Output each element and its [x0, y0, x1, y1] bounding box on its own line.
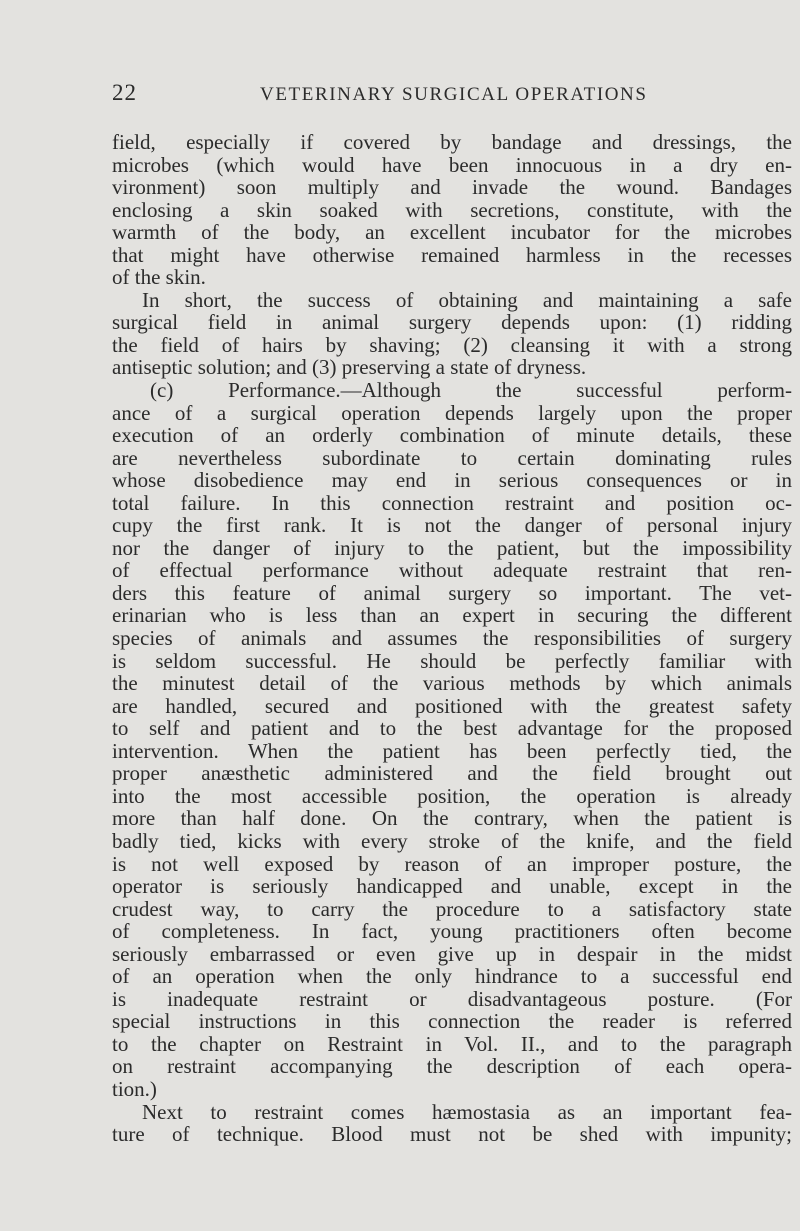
text-line: ture of technique. Blood must not be shed with impunity; [112, 1122, 792, 1147]
text-line: more than half done. On the contrary, when the patient is [112, 806, 792, 831]
text-line: crudest way, to carry the procedure to a satisfactory state [112, 896, 792, 921]
text-line: total failure. In this connection restraint and position oc- [112, 490, 792, 515]
text-line: intervention. When the patient has been perfectly tied, the [112, 738, 792, 763]
text-line: ders this feature of animal surgery so important. The vet- [112, 580, 792, 605]
section-heading-line: (c) Performance.—Although the successful perform- [150, 378, 792, 403]
text-line: of the skin. [112, 265, 206, 290]
text-line: operator is seriously handicapped and unable, except in the [112, 874, 792, 899]
text-line: badly tied, kicks with every stroke of the knife, and the field [112, 828, 792, 853]
text-line: tion.) [112, 1076, 157, 1101]
paragraph-start-line: In short, the success of obtaining and maintaining a safe [142, 287, 792, 312]
text-line: is seldom successful. He should be perfectly familiar with [112, 648, 792, 673]
text-line: are handled, secured and positioned with the greatest safety [112, 693, 792, 718]
text-line: nor the danger of injury to the patient, but the impossibility [112, 535, 792, 560]
text-line: into the most accessible position, the operation is already [112, 783, 792, 808]
body-text [112, 131, 792, 1146]
text-line: ance of a surgical operation depends largely upon the proper [112, 400, 792, 425]
text-line: seriously embarrassed or even give up in despair in the midst [112, 941, 792, 966]
text-line: proper anæsthetic administered and the field brought out [112, 761, 792, 786]
text-line: is inadequate restraint or disadvantageous posture. (For [112, 986, 792, 1011]
text-line: field, especially if covered by bandage and dressings, the [112, 130, 792, 154]
text-line: whose disobedience may end in serious consequences or in [112, 468, 792, 493]
text-line: of completeness. In fact, young practitioners often become [112, 919, 792, 944]
text-line: warmth of the body, an excellent incubator for the microbes [112, 220, 792, 245]
text-line: is not well exposed by reason of an improper posture, the [112, 851, 792, 876]
text-line: execution of an orderly combination of minute details, these [112, 423, 792, 448]
text-line: on restraint accompanying the description of each opera- [112, 1054, 792, 1079]
text-line: vironment) soon multiply and invade the wound. Bandages [112, 175, 792, 200]
page-number: 22 [112, 80, 137, 105]
text-line: are nevertheless subordinate to certain dominating rules [112, 445, 792, 470]
text-line: species of animals and assumes the responsibilities of surgery [112, 626, 792, 651]
text-line: to the chapter on Restraint in Vol. II., and to the paragraph [112, 1031, 792, 1056]
paragraph-start-line: Next to restraint comes hæmostasia as an important fea- [142, 1099, 792, 1124]
text-line: the minutest detail of the various methods by which animals [112, 671, 792, 696]
text-line: cupy the first rank. It is not the danger of personal injury [112, 513, 792, 538]
text-line: surgical field in animal surgery depends upon: (1) ridding [112, 310, 792, 335]
text-line: the field of hairs by shaving; (2) cleansing it with a strong [112, 332, 792, 357]
text-line: of effectual performance without adequate restraint that ren- [112, 558, 792, 583]
text-line: that might have otherwise remained harmless in the recesses [112, 242, 792, 267]
text-line: antiseptic solution; and (3) preserving a state of dryness. [112, 355, 587, 380]
text-line: microbes (which would have been innocuous in a dry en- [112, 152, 792, 177]
running-title: VETERINARY SURGICAL OPERATIONS [260, 84, 648, 105]
text-line: to self and patient and to the best advantage for the proposed [112, 716, 792, 741]
text-line: special instructions in this connection the reader is referred [112, 1009, 792, 1034]
text-line: enclosing a skin soaked with secretions, constitute, with the [112, 197, 792, 222]
text-line: erinarian who is less than an expert in securing the different [112, 603, 792, 628]
running-head [112, 80, 792, 110]
text-line: of an operation when the only hindrance to a successful end [112, 964, 792, 989]
